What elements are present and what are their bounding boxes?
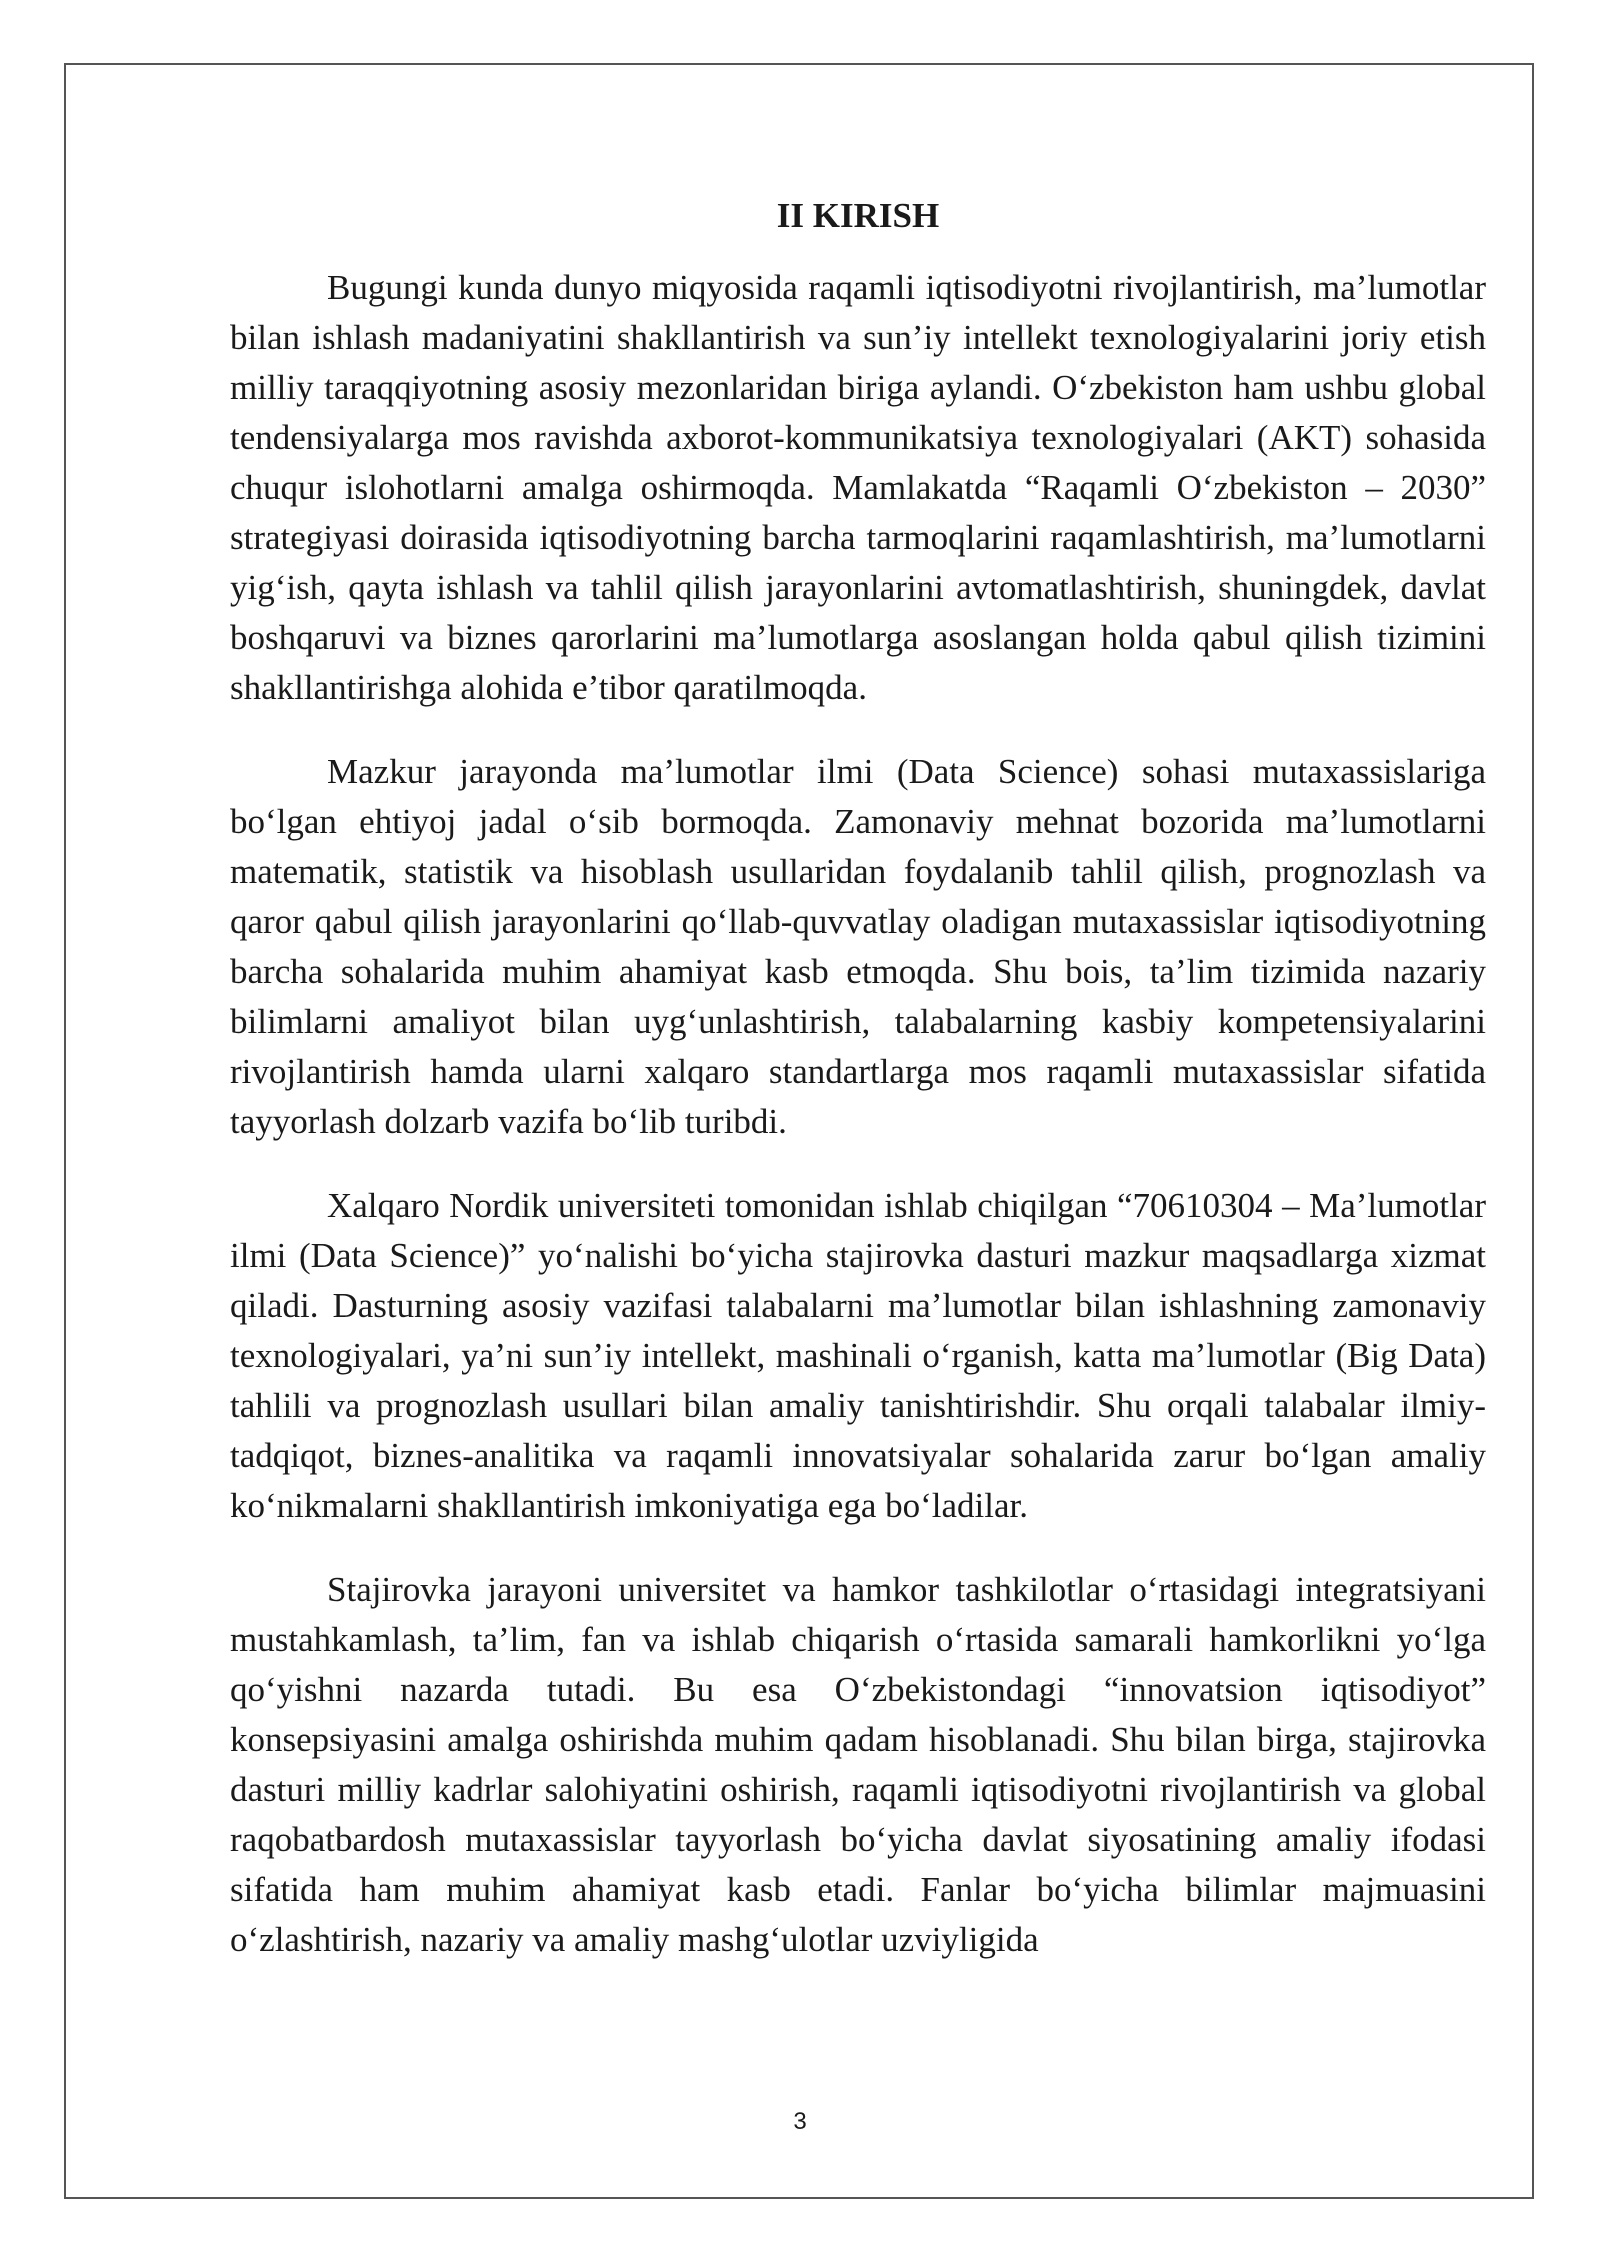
paragraph-4: Stajirovka jarayoni universitet va hamkor tashkilotlar o‘rtasidagi integratsiyani mustahkamlash, ta’lim, fan va ishlab chiqarish o‘rtasida samarali hamkorlikni yo‘lga qo‘yishni nazarda tutadi. Bu esa O‘zbekistondagi “innovatsion iqtisodiyot” konsepsiyasini amalga oshirishda muhim qadam hisoblanadi. Shu bilan birga, stajirovka dasturi milliy kadrlar salohiyatini oshirish, raqamli iqtisodiyotni rivojlantirish va global raqobatbardosh mutaxassislar tayyorlash bo‘yicha davlat siyosatining amaliy ifodasi sifatida ham muhim ahamiyat kasb etadi. Fanlar bo‘yicha bilimlar majmuasini o‘zlashtirish, nazariy va amaliy mashg‘ulotlar uzviyligida <box>230 1570 1486 1959</box>
paragraph-2: Mazkur jarayonda ma’lumotlar ilmi (Data Science) sohasi mutaxassislariga bo‘lgan ehtiyoj jadal o‘sib bormoqda. Zamonaviy mehnat bozorida ma’lumotlarni matematik, statistik va hisoblash usullaridan foydalanib tahlil qilish, prognozlash va qaror qabul qilish jarayonlarini qo‘llab-quvvatlay oladigan mutaxassislar iqtisodiyotning barcha sohalarida muhim ahamiyat kasb etmoqda. Shu bois, ta’lim tizimida nazariy bilimlarni amaliyot bilan uyg‘unlashtirish, talabalarning kasbiy kompetensiyalarini rivojlantirish hamda ularni xalqaro standartlarga mos raqamli mutaxassislar sifatida tayyorlash dolzarb vazifa bo‘lib turibdi. <box>230 752 1486 1141</box>
document-body <box>230 195 1486 1965</box>
section-heading: II KIRISH <box>776 196 940 235</box>
paragraph-1: Bugungi kunda dunyo miqyosida raqamli iqtisodiyotni rivojlantirish, ma’lumotlar bilan ishlash madaniyatini shakllantirish va sun’iy intellekt texnologiyalarini joriy etish milliy taraqqiyotning asosiy mezonlaridan biriga aylandi. O‘zbekiston ham ushbu global tendensiyalarga mos ravishda axborot-kommunikatsiya texnologiyalari (AKT) sohasida chuqur islohotlarni amalga oshirmoqda. Mamlakatda “Raqamli O‘zbekiston – 2030” strategiyasi doirasida iqtisodiyotning barcha tarmoqlarini raqamlashtirish, ma’lumotlarni yig‘ish, qayta ishlash va tahlil qilish jarayonlarini avtomatlashtirish, shuningdek, davlat boshqaruvi va biznes qarorlarini ma’lumotlarga asoslangan holda qabul qilish tizimini shakllantirishga alohida e’tibor qaratilmoqda. <box>230 268 1486 707</box>
page-number: 3 <box>793 2108 807 2135</box>
paragraph-3: Xalqaro Nordik universiteti tomonidan ishlab chiqilgan “70610304 – Ma’lumotlar ilmi (Data Science)” yo‘nalishi bo‘yicha stajirovka dasturi mazkur maqsadlarga xizmat qiladi. Dasturning asosiy vazifasi talabalarni ma’lumotlar bilan ishlashning zamonaviy texnologiyalari, ya’ni sun’iy intellekt, mashinali o‘rganish, katta ma’lumotlar (Big Data) tahlili va prognozlash usullari bilan amaliy tanishtirishdir. Shu orqali talabalar ilmiy-tadqiqot, biznes-analitika va raqamli innovatsiyalar sohalarida zarur bo‘lgan amaliy ko‘nikmalarni shakllantirish imkoniyatiga ega bo‘ladilar. <box>230 1186 1486 1525</box>
